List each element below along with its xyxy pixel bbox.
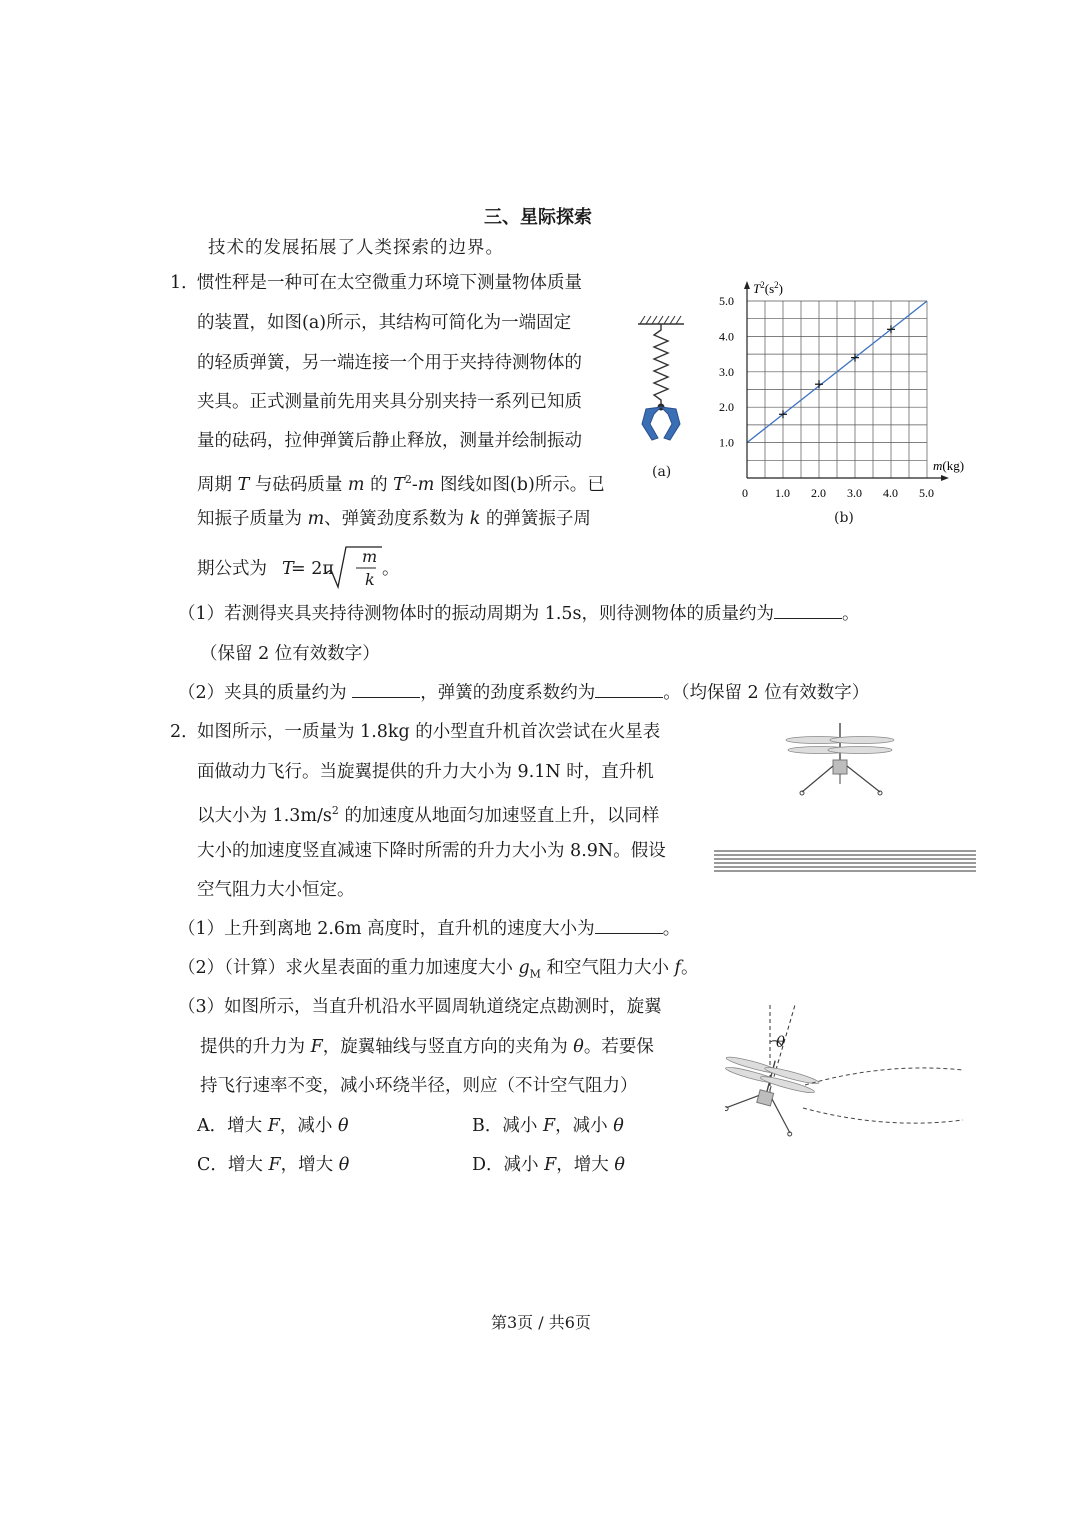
spring-coil — [654, 324, 668, 404]
x-tick-label: 5.0 — [919, 486, 934, 500]
y-tick-label: 5.0 — [719, 294, 734, 308]
q1-line-6-e: 图线如图(b)所示。已 — [434, 474, 605, 495]
q1-var-m-oscillator: m — [307, 509, 325, 529]
answer-blank-mass[interactable] — [774, 604, 842, 619]
q1-line-3: 的轻质弹簧，另一端连接一个用于夹持待测物体的 — [197, 353, 582, 373]
option-c-theta: θ — [338, 1155, 350, 1175]
option-b-theta: θ — [613, 1116, 624, 1136]
option-a-letter: A． — [197, 1116, 228, 1136]
chart-grid — [747, 301, 927, 478]
q2-var-theta: θ — [573, 1037, 584, 1057]
q1-line-4: 夹具。正式测量前先用夹具分别夹持一系列已知质 — [197, 392, 582, 412]
q2-line-4: 大小的加速度竖直减速下降时所需的升力大小为 8.9N。假设 — [197, 841, 666, 861]
q1-line-7-c: 的弹簧振子周 — [480, 509, 591, 529]
q1-sub2-end: 。（均保留 2 位有效数字） — [663, 683, 870, 703]
option-c-F: F — [268, 1155, 281, 1175]
ground-lines — [712, 848, 980, 874]
q2-sub2-mid: 和空气阻力大小 — [540, 958, 675, 978]
q2-number: 2． — [170, 722, 199, 742]
q1-sub1-note: （保留 2 位有效数字） — [200, 644, 380, 664]
answer-blank-spring-constant[interactable] — [595, 683, 663, 698]
q2-sub-M: M — [529, 967, 541, 981]
y-label-sup: 2 — [760, 280, 765, 290]
q1-line-6-dash: - — [411, 474, 418, 495]
y-label-unit-sup: 2 — [774, 280, 779, 290]
q2-sub3-line-2 — [200, 1035, 654, 1059]
formula-end: 。 — [382, 559, 400, 579]
x-label-m: m — [933, 458, 943, 473]
option-c-text-2: ，增大 — [280, 1155, 339, 1175]
q2-line-3-a: 以大小为 1.3m/s — [197, 805, 332, 826]
q1-sub2-text: （2）夹具的质量约为 — [178, 683, 353, 703]
option-a-text-2: ，减小 — [279, 1116, 338, 1136]
option-d-letter: D． — [472, 1155, 504, 1175]
q1-sup-2: 2 — [404, 473, 412, 486]
q1-line-6-b: 与砝码质量 — [249, 474, 348, 495]
q2-line-1: 如图所示，一质量为 1.8kg 的小型直升机首次尝试在火星表 — [197, 722, 661, 742]
option-b-text-1: 减小 — [502, 1116, 543, 1136]
x-label-unit: (kg) — [942, 458, 965, 473]
q1-number: 1． — [170, 273, 199, 293]
y-tick-label: 3.0 — [719, 364, 734, 379]
section-title: 三、星际探索 — [484, 207, 592, 228]
q1-var-T: T — [237, 474, 250, 495]
option-a-text-1: 增大 — [227, 1116, 268, 1136]
formula-numerator: m — [362, 547, 378, 566]
q1-sub1 — [178, 602, 860, 626]
q2-sub3-line-1: （3）如图所示，当直升机沿水平圆周轨道绕定点勘测时，旋翼 — [178, 997, 662, 1017]
q1-line-6 — [197, 468, 605, 497]
option-a[interactable] — [197, 1114, 349, 1138]
answer-blank-speed[interactable] — [595, 919, 663, 934]
q1-line-7-b: 、弹簧劲度系数为 — [324, 509, 470, 529]
q2-line-5: 空气阻力大小恒定。 — [197, 880, 355, 900]
q1-sub2 — [178, 681, 869, 705]
option-b-F: F — [542, 1116, 556, 1136]
x-tick-label: 1.0 — [775, 486, 790, 500]
option-d-theta: θ — [614, 1155, 625, 1175]
q2-var-f: f — [674, 958, 682, 978]
section-intro: 技术的发展拓展了人类探索的边界。 — [208, 238, 504, 258]
x-tick-label: 2.0 — [811, 486, 826, 500]
option-c-letter: C． — [197, 1155, 228, 1175]
data-point — [815, 380, 823, 388]
x-tick-labels — [742, 486, 934, 500]
option-d-text-1: 减小 — [503, 1155, 545, 1175]
q1-sub1-end: 。 — [842, 604, 860, 624]
q1-var-m: m — [347, 474, 365, 495]
option-b-text-2: ，减小 — [555, 1116, 614, 1136]
q2-line-2: 面做动力飞行。当旋翼提供的升力大小为 9.1N 时，直升机 — [197, 762, 654, 782]
q2-sub1 — [178, 917, 680, 941]
spring-clamp-figure — [628, 312, 698, 452]
tilted-helicopter-figure — [725, 1000, 970, 1140]
q1-line-6-a: 周期 — [197, 474, 238, 495]
fig-a-label: (a) — [652, 464, 672, 480]
q2-sub1-text: （1）上升到离地 2.6m 高度时，直升机的速度大小为 — [178, 919, 595, 939]
q1-line-2: 的装置，如图(a)所示，其结构可简化为一端固定 — [197, 313, 572, 333]
option-a-F: F — [267, 1116, 280, 1136]
theta-label: θ — [776, 1033, 786, 1051]
x-tick-label: 4.0 — [883, 486, 898, 500]
q1-line-7-a: 知振子质量为 — [197, 509, 308, 529]
page-footer: 第3页 / 共6页 — [491, 1313, 591, 1332]
q1-sub1-text: （1）若测得夹具夹持待测物体时的振动周期为 1.5s，则待测物体的质量约为 — [178, 604, 775, 624]
option-c[interactable] — [197, 1153, 349, 1177]
option-b-letter: B． — [472, 1116, 503, 1136]
q1-line-5: 量的砝码，拉伸弹簧后静止释放，测量并绘制振动 — [197, 431, 582, 451]
option-d[interactable] — [472, 1153, 625, 1177]
q2-sub3-line-3: 持飞行速率不变，减小环绕半径，则应（不计空气阻力） — [200, 1076, 638, 1096]
q2-sub2-end: 。 — [681, 958, 699, 978]
q2-line-3 — [197, 799, 659, 828]
q2-sub3-line-2-a: 提供的升力为 — [200, 1037, 311, 1057]
q2-sub3-line-2-b: ，旋翼轴线与竖直方向的夹角为 — [322, 1037, 574, 1057]
clamp-icon — [642, 404, 680, 441]
q1-var-T2: T — [393, 474, 405, 495]
q2-sub1-end: 。 — [662, 919, 681, 939]
y-axis-label — [753, 280, 783, 296]
q1-line-7 — [197, 507, 591, 531]
answer-blank-clamp-mass[interactable] — [352, 683, 420, 698]
q2-line-3-b: 的加速度从地面匀加速竖直上升，以同样 — [338, 805, 660, 826]
t2-m-chart — [700, 278, 990, 528]
formula-prefix: 期公式为 — [197, 559, 267, 579]
option-a-theta: θ — [337, 1116, 349, 1136]
q2-line-3-sup: 2 — [331, 804, 339, 817]
x-axis-arrow — [941, 475, 949, 481]
fig-b-label: (b) — [834, 510, 854, 526]
y-label-close: ) — [778, 281, 783, 296]
y-tick-labels — [719, 294, 734, 450]
q1-sub2-mid: ，弹簧的劲度系数约为 — [420, 683, 596, 703]
y-tick-label: 1.0 — [719, 435, 734, 450]
option-d-text-2: ，增大 — [556, 1155, 615, 1175]
q1-var-m2: m — [417, 474, 435, 495]
y-label-unit: (s — [764, 281, 775, 296]
option-b[interactable] — [472, 1114, 624, 1138]
q1-line-1: 惯性秤是一种可在太空微重力环境下测量物体质量 — [197, 273, 582, 293]
y-tick-label: 4.0 — [719, 329, 734, 344]
y-tick-label: 2.0 — [719, 400, 734, 415]
formula-eq: = 2π — [291, 559, 334, 579]
x-axis-label — [933, 458, 964, 473]
q1-line-6-c: 的 — [364, 474, 394, 495]
y-axis-arrow — [744, 281, 750, 289]
formula-denominator: k — [365, 570, 375, 589]
q1-var-k: k — [469, 509, 481, 529]
q2-var-F: F — [310, 1037, 323, 1057]
ceiling-hatch — [638, 316, 684, 324]
formula-T: T — [282, 559, 294, 579]
q2-sub2-text: （2）（计算）求火星表面的重力加速度大小 — [178, 958, 519, 978]
x-tick-label: 3.0 — [847, 486, 862, 500]
helicopter-figure — [780, 718, 900, 803]
y-label-T: T — [753, 281, 761, 296]
option-c-text-1: 增大 — [227, 1155, 269, 1175]
q2-var-g: g — [518, 958, 530, 978]
q2-sub2 — [178, 956, 699, 987]
option-d-F: F — [544, 1155, 557, 1175]
x-tick-label: 0 — [742, 486, 748, 500]
q2-sub3-line-2-c: 。若要保 — [583, 1037, 654, 1057]
